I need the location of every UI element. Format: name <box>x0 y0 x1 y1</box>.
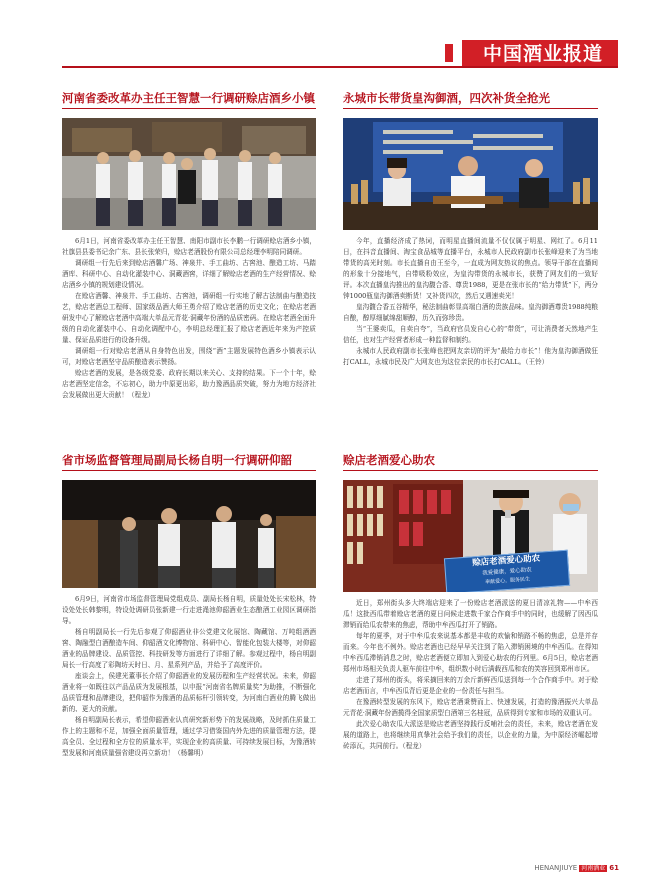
paragraph: 此次爱心助农瓜大派送是赊店老酒坚持践行反哺社会的责任，未来，赊店老酒在发展的道路上，也将继续用真挚社会给予我们的责任，以企业的力量，为中原经济崛起增砖添瓦，共同前行。（程龙） <box>343 720 598 750</box>
article-body <box>62 594 316 759</box>
donation-banner <box>444 550 570 592</box>
article-body <box>343 598 598 752</box>
banner-slogan: 奉献爱心，服务民生 <box>484 576 531 586</box>
photo-livestream-studio <box>343 118 598 230</box>
paragraph: 6月1日，河南省委改革办主任王智慧、南阳市副市长李鹏一行调研赊店酒乡小镇，社旗县县委书记余广东、县长张荣归，赊店老酒股份有限公司总经理李明陪同调研。 <box>62 237 316 256</box>
paragraph: 调研组一行先后来到赊店酒馨广场、神泉井、手工曲坊、古窖池、酿造工坊、马踏酒库、科研中心、自动化灌装中心、洞藏酒窖，详细了解赊店老酒的生产经营情况、赊店酒乡小镇的规划建设情况。 <box>62 259 316 289</box>
paragraph: 座谈会上，侯建光董事长介绍了仰韶酒业的发展历程和生产经营状况。未来，仰韶酒业将一如既往以产品品质为发展根基，以申报“河南省名牌质量奖”为助推，不断强化品质管理和品牌建设，把仰韶作为豫酒的品质标杆引领转变，为河南白酒业的腾飞做出新的、更大的贡献。 <box>62 672 316 713</box>
magazine-name: HENANJIUYE <box>534 864 578 872</box>
article-charity-farmers <box>343 452 598 752</box>
masthead-line <box>62 66 618 68</box>
paragraph: 赊店老酒的发展，是各级党委、政府长期以来关心、支持的结果。下一个十年，赊店老酒坚定信念，不忘初心，助力中原更出彩，助力豫酒品质突破，努力为地方经济社会发展做出更大贡献！（程龙） <box>62 369 316 399</box>
paragraph: 6月9日，河南省市场监督管理局党组成员、副局长杨自明，质量处处长宋松林，特设处处长韩黎明，特设处调研员张新建一行走进渑池仰韶酒业生态酿酒工业园区调研指导。 <box>62 595 316 625</box>
banner-subtitle: 我爱健康，爱心助农 <box>482 567 532 577</box>
paragraph: 当“王婆卖瓜，自卖自夸”，当政府官员发自心心的“带货”，可让消费者天然地产生信任，也对生产经营者形成一种监督和制约。 <box>343 325 598 344</box>
headline-rule <box>343 108 598 109</box>
article-body <box>62 236 316 401</box>
photo-watermelon-donation <box>343 480 598 592</box>
magazine-tag: 河南酒业 <box>581 865 606 872</box>
paragraph: 杨自明副局长一行先后参观了仰韶酒业非公党建文化展馆、陶藏馆、万吨组酒酒窖、陶融型白酒酿造车间、仰韶酒文化博物馆、科研中心、智能化包装大楼等，对仰韶酒业的品牌建设、品质管控、科技研发等方面进行了详细了解。参观过程中，杨自明副局长一行高度了彩陶坊天时日、月、星系列产品，并给予了高度评价。 <box>62 628 316 669</box>
paragraph: 皇沟馥合香五谷精华，秘法制曲彰显高端白酒的贵族品味。皇沟御酒尊贵1988纯粮自酿，醇厚细腻绵甜顺醇，历久而弥珍贵。 <box>343 303 598 322</box>
article-mayor-livestream <box>343 90 598 368</box>
article-headline: 永城市长带货皇沟御酒，四次补货全抢光 <box>343 91 550 105</box>
page-footer <box>534 863 619 872</box>
headline-rule <box>343 470 598 471</box>
paragraph: 近日，郑州街头多大终端店迎来了一份赊店老酒派送的夏日清凉礼物——中牟西瓜！这批西瓜带着赊店老酒的夏日问候走进数千家合作商手中的同时，也缓解了因西瓜滞销而给瓜农带来的焦虑，帮助中牟西瓜打开了销路。 <box>343 599 598 629</box>
headline-rule <box>62 108 316 109</box>
paragraph: 在赊店酒馨、神泉井、手工曲坊、古窖池，调研组一行实地了解古法制曲与酿造技艺，赊店老酒总工程师、国家级品酒大师王勇介绍了赊店老酒的历史文化；在赊店老酒研发中心了解赊店老酒中高端大单品元青花·洞藏年份酒的品质密码。在赊店老酒全面升级的自动化灌装中心、自动化调配中心，李明总经理汇报了赊店老酒近年来为产控质量、保证品质进行的设备升级。 <box>62 292 316 344</box>
paragraph: 调研组一行对赊店老酒从自身特色出发，围绕“酒”主题发展特色酒乡小镇表示认可，对赊店老酒坚守品质酿造表示赞扬。 <box>62 347 316 366</box>
article-market-supervision <box>62 452 316 759</box>
article-headline: 河南省委改革办主任王智慧一行调研赊店酒乡小镇 <box>62 91 315 105</box>
article-headline: 省市场监督管理局副局长杨自明一行调研仰韶 <box>62 453 292 467</box>
paragraph: 杨自明副局长表示，希望仰韶酒业认真研究新形势下的发展战略，及时抓住质量工作上的主题和不足，加强全面质量管理，通过学习借鉴国内外先进的质量管理方法，提高全员、全过程和全方位的质量水平，实现企业的高质量、可持续发展目标，为豫酒转型发展和河南质量强省建设再立新功！（杨馨明） <box>62 716 316 757</box>
paragraph: 在豫酒转型发展的东风下，赊店老酒秉赞而上、快速发展，打造的豫酒振兴大单品元青花·洞藏年份酒揽得全国家质型白酒第三名桂冠，品质得到专家和市场的双重认可。 <box>343 698 598 717</box>
paragraph: 永城市人民政府副市长张峰也把网友亲切的评为“最给力市长”！他为皇沟御酒做狂打CALL，永城市民及广大网友也为这位亲民的市长打CALL。（王铃） <box>343 347 598 366</box>
photo-officials-visit <box>62 118 316 230</box>
banner-title: 赊店老酒爱心助农 <box>471 553 541 569</box>
headline-rule <box>62 470 316 471</box>
paragraph: 今年，直播经济成了热词，而明星直播间流量不仅仅属于明星、网红了。6月11日，在抖音直播间、淘宝食品城等直播平台，永城市人民政府副市长张峰迎来了为当地带货的高光时刻。市长直播自由王至今，一直成为网友热议的焦点。领导干部在直播间的形象十分接地气，自带吸粉效应，为皇沟带货的永城市长，获赞了网友们的一致好评。本次直播皇沟推出的皇沟馥合香、尊贵1988，更是在张市长的“给力带货”下，两分钟1000瓶皇沟御酒卖断货！又补货四次，然后又遇速卖光！ <box>343 237 598 300</box>
photo-winery-tour <box>62 480 316 588</box>
masthead-title: 中国酒业报道 <box>482 43 603 65</box>
masthead-tick <box>445 44 453 62</box>
page-number: 61 <box>609 864 619 872</box>
article-headline: 赊店老酒爱心助农 <box>343 453 435 467</box>
paragraph: 每年的夏季，对于中牟瓜农来说基本都是丰收的欢愉和销路不畅的焦虑，总是并存而来。今年也不例外。赊店老酒也已经早早关注到了陷入滞销困境的中牟西瓜。在得知中牟西瓜滞销消息之时，赊店老酒便立即加入到爱心助农的行列里。6月5日，赊店老酒郑州市场相关负责人驱车前往中牟，组织数小时后满载西瓜和农的笑容回到郑州市区。 <box>343 632 598 673</box>
paragraph: 走进了郑州的街头，将采摘回来的万余斤新鲜西瓜送到每一个合作商手中。对于赊店老酒而言，中牟西瓜背后更是企业的一份责任与担当。 <box>343 676 598 695</box>
article-reform-office <box>62 90 316 401</box>
article-body <box>343 236 598 368</box>
